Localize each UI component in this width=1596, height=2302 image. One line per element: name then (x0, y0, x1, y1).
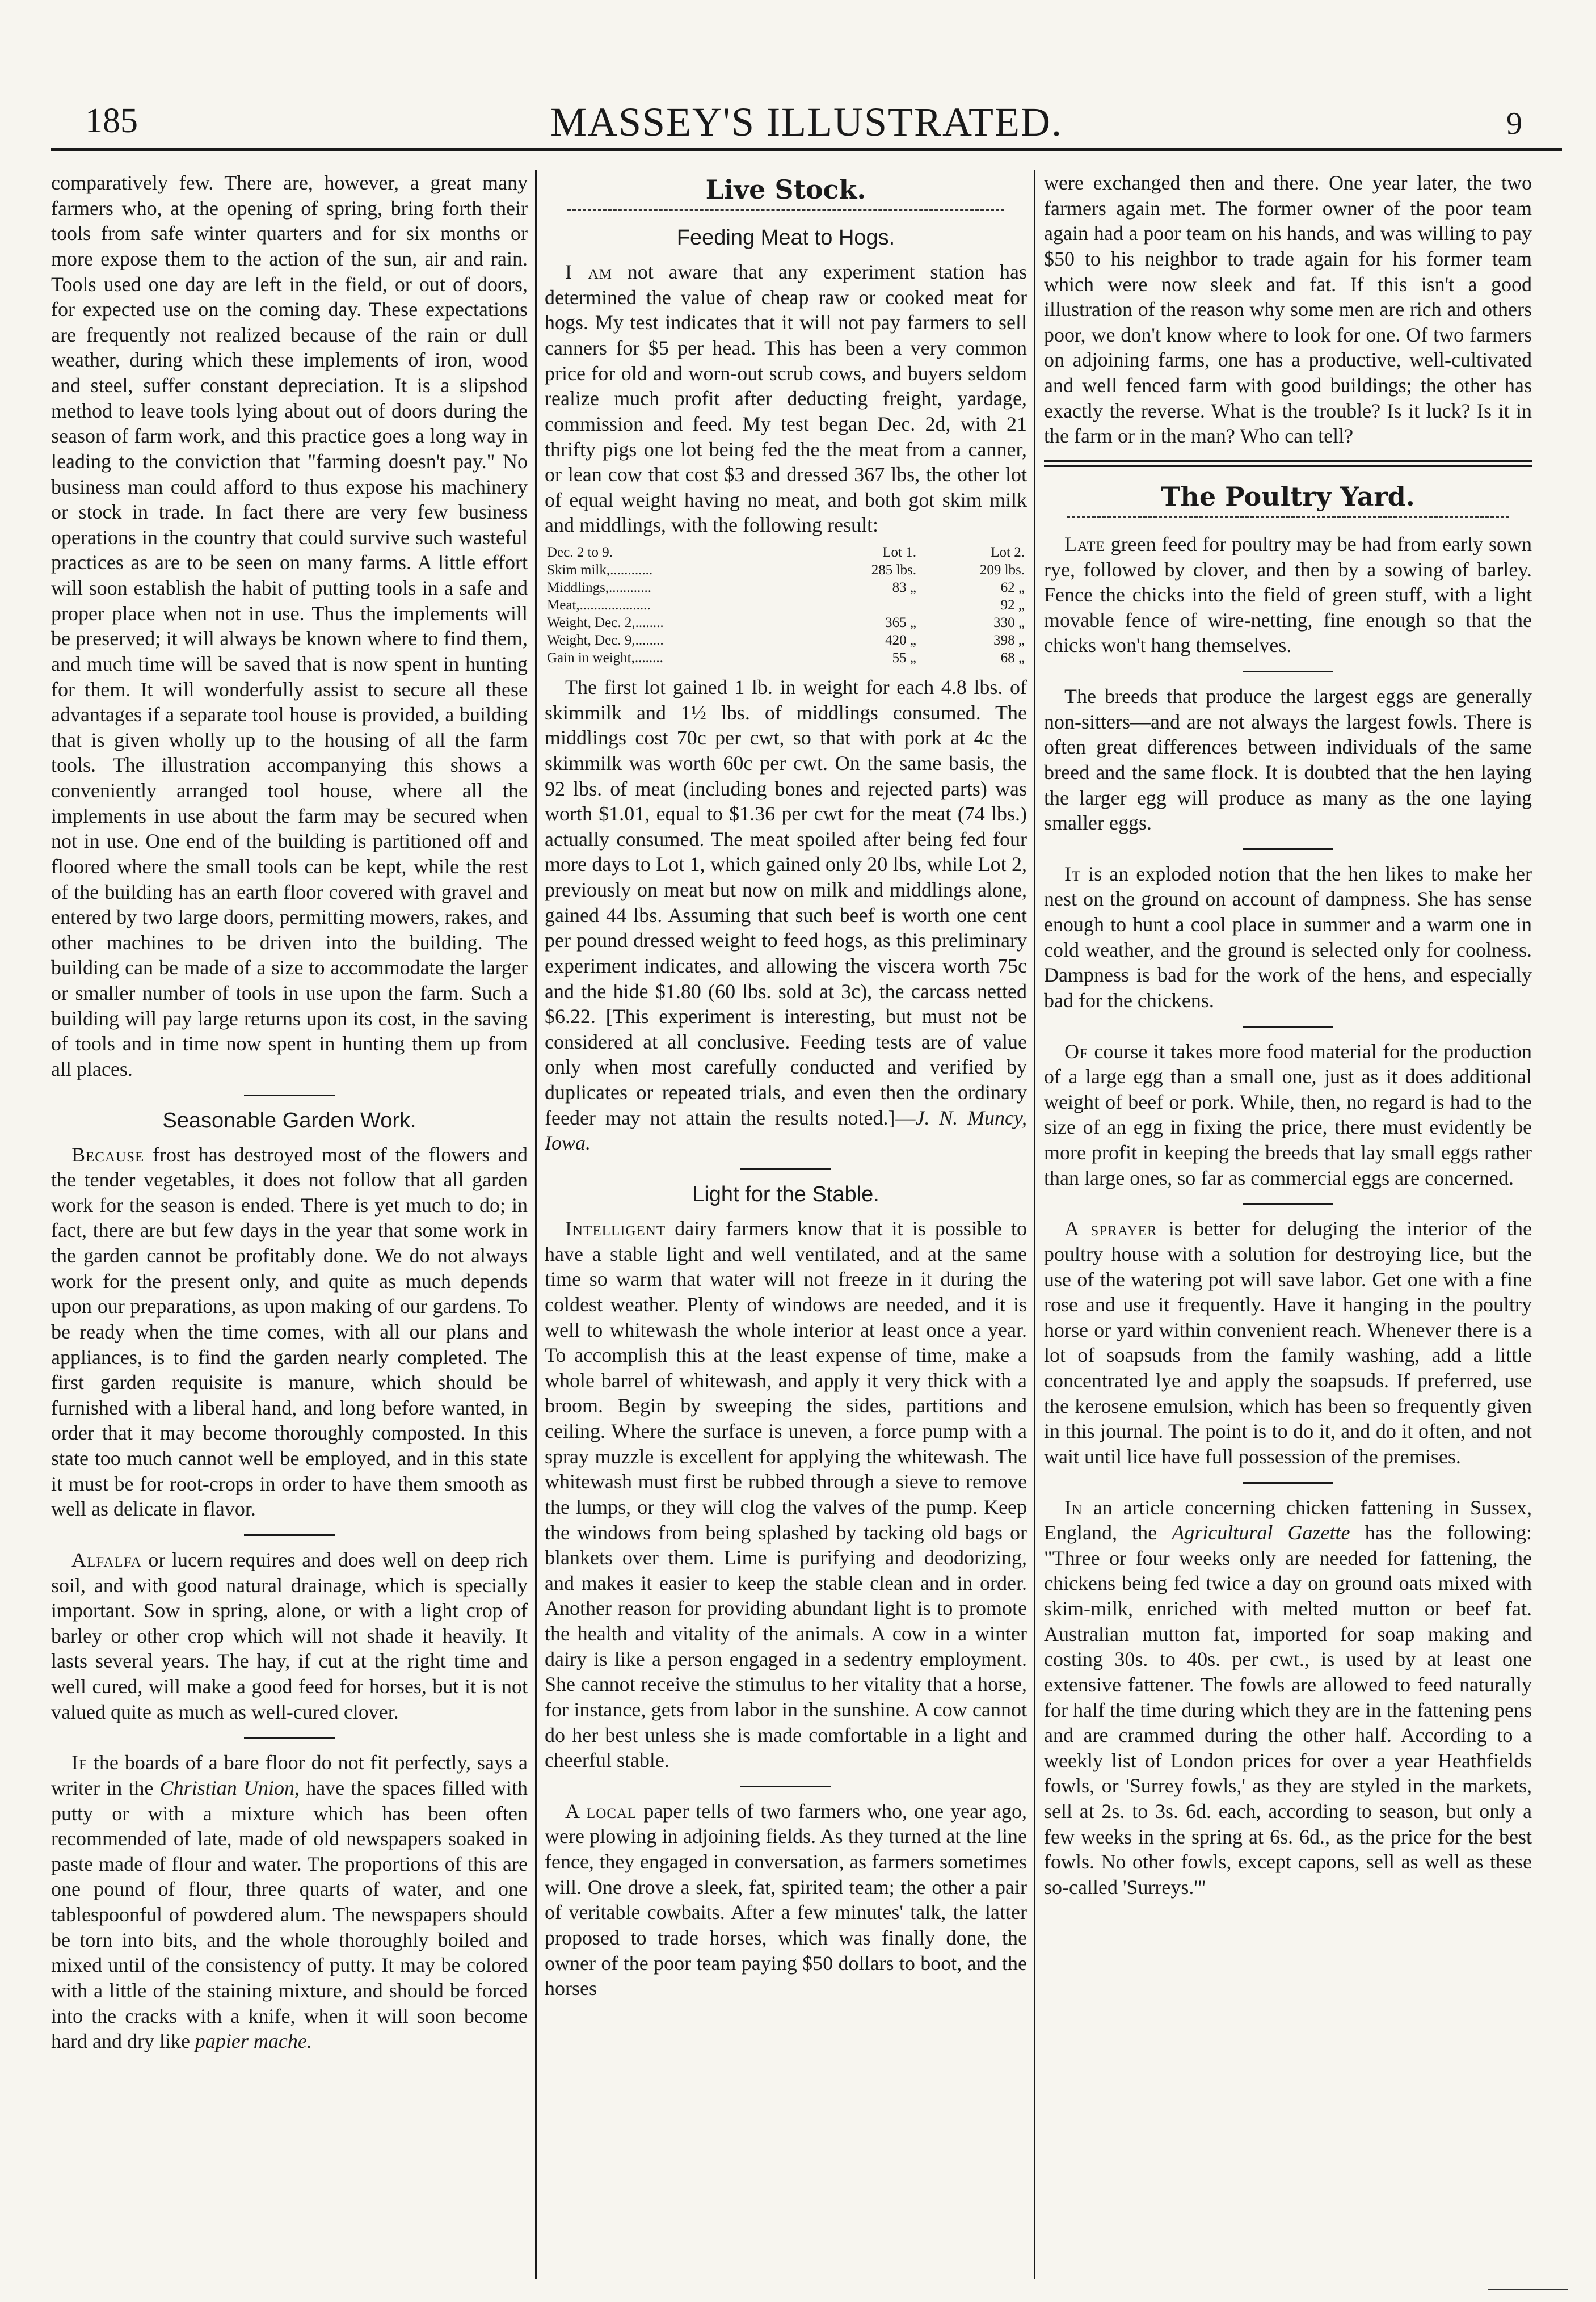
table-cell: 55 „ (892, 650, 916, 666)
stable-paragraph (545, 1216, 1027, 1773)
alfalfa-paragraph (51, 1547, 528, 1724)
divider (1243, 1026, 1333, 1028)
table-row (545, 632, 1027, 649)
nest-paragraph (1044, 861, 1532, 1013)
page-number-left: 185 (85, 102, 138, 140)
lead-word: I am (565, 260, 613, 284)
green-feed-paragraph (1044, 532, 1532, 658)
floor-boards-paragraph (51, 1750, 528, 2054)
section-rule (567, 209, 1004, 211)
sprayer-text: is better for deluging the interior of the poultry house with a solution for destroying lice, but the use of the watering pot will save labor. Get one with a fine rose and use it frequently. Have it hanging in the poultry horse or yard within convenient reach. Whenever there is a lot of soapsuds from the family washing, add a little concentrated lye and apply the soapsuds. If preferred, use the kerosene emulsion, which has been so frequently given in this journal. The point is to do it, and do it often, and not wait until lice have full possession of the premises. (1044, 1217, 1532, 1468)
section-double-rule (1044, 460, 1532, 467)
divider (244, 1534, 335, 1536)
table-header-row (545, 544, 1027, 561)
divider (1243, 848, 1333, 850)
divider (740, 1786, 831, 1787)
lead-word: Late (1064, 532, 1105, 555)
table-row (545, 649, 1027, 667)
source-name: Agricultural Gazette (1172, 1521, 1350, 1545)
lead-word: Alfalfa (71, 1548, 142, 1571)
fattening-text-1: an article concerning chicken fattening in Sussex, England, the (1044, 1496, 1532, 1545)
boards-text-1: the boards of a bare floor do not fit perfectly, says a writer in the (51, 1751, 528, 1799)
table-cell: 330 „ (993, 615, 1025, 631)
table-row (545, 596, 1027, 614)
table-cell: 420 „ (885, 633, 916, 649)
table-cell: Gain in weight,........ (547, 650, 663, 666)
article-title-garden: Seasonable Garden Work. (162, 1108, 416, 1133)
lead-word: If (71, 1751, 87, 1774)
nest-text: is an exploded notion that the hen likes to make her nest on the ground on account of dampness. She has sense enough to hunt a cool place in summer and a warm one in cold weather, and the ground is selected only for coolness. Dampness is bad for the work of the hens, and especially bad for the chickens. (1044, 862, 1532, 1012)
table-cell (810, 596, 919, 614)
table-row (545, 579, 1027, 596)
garden-text: frost has destroyed most of the flowers and the tender vegetables, it does not follow that all garden work for the season is ended. There is yet much to do; in fact, there are but few days in the year that some work in the garden cannot be profitably done. We do not always work for the present only, and quite as much depends upon our preparations, as upon making of our gardens. To be ready when the time comes, with all our plans and appliances, is to find the garden nearly completed. The first garden requisite is manure, which should be furnished with a liberal hand, and long before wanted, in order that it may become thoroughly composted. In this state too much cannot well be employed, and in this state it must be for root-crops in order to have them smooth as well as delicate in flavor. (51, 1143, 528, 1521)
feeding-results-table (545, 544, 1027, 667)
lead-word: Of (1064, 1040, 1088, 1063)
column-divider (535, 170, 537, 2279)
page-edge-marks (1488, 2288, 1568, 2295)
stable-text: dairy farmers know that it is possible to have a stable light and well ventilated, and at the same time so warm that water will not freeze in it during the coldest weather. Plenty of windows are needed, and it is well to whitewash the whole interior at least once a year. To accomplish this at the least expense of time, make a whole barrel of whitewash, and apply it very thick with a broom. Begin by sweeping the sides, partitions and ceiling. Where the surface is uneven, a force pump with a spray muzzle is excellent for applying the whitewash. The whitewash must first be rubbed through a sieve to remove the lumps, or they will clog the valves of the pump. Keep the windows from being splashed by tacking old bags or blankets over them. Lime is purifying and deodorizing, and makes it easier to keep the stable clean and in order. Another reason for providing abundant light is to promote the health and vitality of the animals. A cow in a winter dairy is like a person engaged in a sedentry employment. She cannot receive the stimulus to her vitality that a horse, for instance, gets from labor in the sunshine. A cow cannot do her best unless she is made comfortable in a light and cheerful stable. (545, 1217, 1027, 1772)
divider (1243, 671, 1333, 672)
egg-size-paragraph (1044, 1039, 1532, 1191)
table-cell: 62 „ (1000, 580, 1025, 596)
divider (1243, 1482, 1333, 1484)
lead-word: In (1064, 1496, 1083, 1519)
lead-word: A sprayer (1064, 1217, 1157, 1240)
table-cell: 209 lbs. (979, 562, 1025, 578)
fattening-paragraph (1044, 1495, 1532, 1900)
signature: J. N. Muncy, Iowa. (545, 1106, 1027, 1155)
column-3 (1044, 170, 1532, 2279)
divider (740, 1168, 831, 1170)
section-rule (1067, 516, 1509, 518)
table-cell: 68 „ (1000, 650, 1025, 666)
boards-text-2: have the spaces filled with putty or with a mixture which has been often recommended of late, made of old newspapers soaked in paste made of flour and water. The proportions of this are one pound of flour, three quarts of water, and one tablespoonful of powdered alum. The newspapers should be torn into bits, and the whole thoroughly boiled and mixed until of the consistency of putty. It may be colored with a little of the staining mixture, and should be forced into the cracks with a knife, when it will soon become hard and dry like (51, 1776, 528, 2053)
breeds-paragraph: The breeds that produce the largest eggs are generally non-sitters—and are not always the largest fowls. There is often great differences between individuals of the same breed and the same flock. It is doubted that the hen laying the larger egg will produce as many as the one laying smaller eggs. (1044, 685, 1532, 835)
local-paper-paragraph (545, 1799, 1027, 2001)
column-divider (1034, 170, 1035, 2279)
table-cell: 285 lbs. (871, 562, 916, 578)
lead-word: A local (565, 1799, 637, 1823)
hogs-paragraph-2 (545, 675, 1027, 1156)
sprayer-paragraph (1044, 1216, 1532, 1469)
local-paper-continued: were exchanged then and there. One year later, the two farmers again met. The former owner of the poor team again had a poor team on his hands, and was willing to pay $50 to his neighbor to trade again for his former team which were now sleek and fat. If this isn't a good illustration of the reason why some men are rich and others poor, we don't know where to look for one. Of two farmers on adjoining farms, one has a productive, well-cultivated and well fenced farm with good buildings; the other has exactly the reverse. What is the trouble? Is it luck? Is it in the farm or in the man? Who can tell? (1044, 171, 1532, 448)
table-cell: 398 „ (993, 633, 1025, 649)
hogs-text-1: not aware that any experiment station has determined the value of cheap raw or cooked meat for hogs. My test indicates that it will not pay farmers to sell canners for $5 per head. This has been a very common price for old and worn-out scrub cows, and buyers seldom realize much profit after deducting freight, yardage, commission and feed. My test began Dec. 2d, with 21 thrifty pigs one lot being fed the the meat from a canner, or lean cow that cost $3 and dressed 367 lbs, the other lot of equal weight having no meat, and both got skim milk and middlings, with the following result: (545, 260, 1027, 537)
article-title-hogs: Feeding Meat to Hogs. (676, 226, 895, 250)
source-name: Christian Union, (159, 1776, 300, 1799)
masthead (51, 85, 1562, 151)
green-feed-text: green feed for poultry may be had from early sown rye, followed by clover, and then by a sowing of barley. Fence the chicks into the field of green stuff, with a light movable fence of wire-netting, fine enough so that the chicks won't hang themselves. (1044, 532, 1532, 657)
column-1 (51, 170, 528, 2279)
table-row (545, 614, 1027, 632)
boards-end: papier mache. (195, 2030, 312, 2053)
fattening-text-2: has the following: "Three or four weeks only are needed for fattening, the chickens being fed twice a day on ground oats mixed with skim-milk, enriched with melted mutton or beef fat. Australian mutton fat, imported for soap making and costing 30s. to 40s. per cwt., is used by at least one extensive fattener. The fowls are allowed to feed naturally for half the time during which they are in the fattening pens and are crammed during the other half. According to a weekly list of London prices for over a year Heathfields fowls, or 'Surrey fowls,' as they are styled in the markets, sell at 2s. to 3s. 6d. each, according to season, but only a few weeks in the spring at 6s. 6d., as the price for the best fowls. No other fowls, except capons, sell as well as these so-called 'Surreys.'" (1044, 1521, 1532, 1899)
local-text: paper tells of two farmers who, one year ago, were plowing in adjoining fields. As they turned at the line fence, they engaged in conversation, as farmers sometimes will. One drove a sleek, fat, spirited team; the other a pair of veritable cowbaits. After a few minutes' talk, the latter proposed to trade horses, which was finally done, the owner of the poor team paying $50 dollars to boot, and the horses (545, 1799, 1027, 2000)
hogs-paragraph-1 (545, 259, 1027, 538)
hogs-text-2: The first lot gained 1 lb. in weight for each 4.8 lbs. of skimmilk and 1½ lbs. of middlings consumed. The middlings cost 70c per cwt, so that with pork at 4c the skimmilk was worth 60c per cwt. On the same basis, the 92 lbs. of meat (including bones and rejected parts) was worth $1.01, equal to $1.36 per cwt for the meat (74 lbs.) actually consumed. The meat spoiled after being fed four more days to Lot 1, which gained only 20 lbs, while Lot 2, previously on meat but now on milk and middlings alone, gained 44 lbs. Assuming that such beef is worth one cent per pound dressed weight to feed hogs, as this preliminary experiment indicates, and allowing the viscera worth 75c and the hide $1.80 (60 lbs. sold at 3c), the carcass netted $6.22. [This experiment is interesting, but must not be considered at all conclusive. Feeding tests are of value only when most carefully conducted and verified by duplicates or repeated trials, and even then the ordinary feeder may not attain the results noted.]— (545, 676, 1027, 1129)
table-cell: Skim milk,............ (547, 562, 653, 578)
table-cell: 92 „ (1000, 597, 1025, 613)
lead-word: Because (71, 1143, 145, 1166)
table-cell: 365 „ (885, 615, 916, 631)
section-title-live-stock: Live Stock. (705, 174, 866, 205)
table-cell: 83 „ (892, 580, 916, 596)
garden-paragraph (51, 1142, 528, 1522)
article-title-stable: Light for the Stable. (692, 1182, 879, 1206)
divider (244, 1095, 335, 1096)
table-header-cell: Lot 1. (882, 545, 916, 561)
table-row (545, 561, 1027, 579)
table-cell: Meat,.................... (547, 597, 651, 613)
alfalfa-text: or lucern requires and does well on deep rich soil, and with good natural drainage, which is specially important. Sow in spring, alone, or with a light crop of barley or other crop which will not shade it heavily. It lasts several years. The hay, if cut at the right time and well cured, will make a good feed for horses, but it is not valued quite as much as well-cured clover. (51, 1548, 528, 1723)
table-header-cell: Lot 2. (991, 545, 1025, 561)
column-2 (545, 170, 1027, 2279)
lead-word: It (1064, 862, 1081, 885)
divider (244, 1737, 335, 1739)
table-cell: Middlings,............ (547, 580, 652, 596)
table-header-cell: Dec. 2 to 9. (547, 545, 613, 561)
section-title-poultry: The Poultry Yard. (1161, 481, 1415, 512)
divider (1243, 1203, 1333, 1205)
tool-house-paragraph: comparatively few. There are, however, a great many farmers who, at the opening of spring, bring forth their tools from safe winter quarters and for six months or more expose them to the action of the sun, air and rain. Tools used one day are left in the field, or out of doors, for expected use on the coming day. These expectations are frequently not realized because of the rain or dull weather, during which these implements of iron, wood and steel, suffer constant depreciation. It is a slipshod method to leave tools lying about out of doors during the season of farm work, and this practice goes a long way in leading to the conviction that "farming doesn't pay." No business man could afford to thus expose his machinery or stock in trade. In fact there are very few business operations in the country that could survive such wasteful practices as are to be seen on many farms. A little effort will soon establish the habit of putting tools in a safe and proper place when not in use. Thus the implements will be preserved; it will always be known where to find them, and much time will be saved that is now spent in hunting for them. It will wonderfully assist to secure all these advantages if a separate tool house is provided, a building that is given wholly up to the housing of all the farm tools. The illustration accompanying this shows a conveniently arranged tool house, where all the implements in use about the farm may be secured when not in use. One end of the building is partitioned off and floored where the small tools can be kept, while the rest of the building has an earth floor covered with gravel and entered by two large doors, permitting mowers, rakes, and other machines to be driven into the building. The building can be made of a size to accommodate the larger or smaller number of tools in use upon the farm. Such a building will pay large returns upon its cost, in the saving of tools and in time now spent in hunting them up from all places. (51, 171, 528, 1080)
lead-word: Intelligent (565, 1217, 666, 1240)
publication-title: MASSEY'S ILLUSTRATED. (550, 99, 1063, 145)
page-number-right: 9 (1506, 106, 1522, 141)
egg-size-text: course it takes more food material for the production of a large egg than a small one, just as it does additional weight of beef or pork. While, then, no regard is had to the size of an egg in fixing the price, there must evidently be more profit in keeping the breeds that lay small eggs rather than large ones, so far as commercial eggs are concerned. (1044, 1040, 1532, 1189)
table-cell: Weight, Dec. 2,........ (547, 615, 664, 631)
table-cell: Weight, Dec. 9,........ (547, 633, 664, 649)
